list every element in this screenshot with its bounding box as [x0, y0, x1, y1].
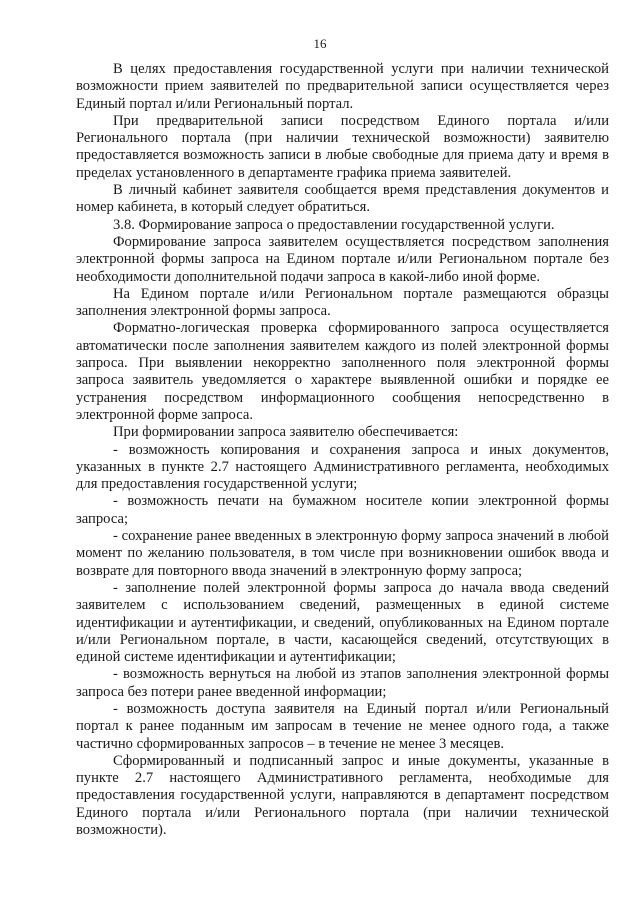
section-heading-3-8: 3.8. Формирование запроса о предоставлении государственной услуги. — [113, 216, 555, 233]
paragraph-registration-portal: При предварительной записи посредством Единого портала и/или Регионального портала (при наличии технической возможности) заявителю предоставляется возможность записи в любые свободные для приема дату и время в пределах установленного в департаменте графика приема заявителей. — [76, 112, 609, 181]
list-item-autofill: - заполнение полей электронной формы запроса до начала ввода сведений заявителем с использованием сведений, размещенных в единой системе идентификации и аутентификации, и сведений, опубликованных на Едином портале и/или Региональном портале, в части, касающейся сведений, отсутствующих в единой системе идентификации и аутентификации; — [76, 579, 609, 666]
page-number: 16 — [313, 36, 327, 51]
paragraph-form-samples: На Едином портале и/или Региональном портале размещаются образцы заполнения электронной формы запроса. — [76, 285, 609, 320]
document-body — [76, 61, 609, 839]
paragraph-format-check: Форматно-логическая проверка сформированного запроса осуществляется автоматически после заполнения заявителем каждого из полей электронной формы запроса. При выявлении некорректно заполненного поля электронной формы запроса заявитель уведомляется о характере выявленной ошибки и порядке ее устранения посредством информационного сообщения непосредственно в электронной форме запроса. — [76, 320, 609, 423]
list-item-return-step: - возможность вернуться на любой из этапов заполнения электронной формы запроса без потери ранее введенной информации; — [76, 666, 609, 700]
paragraph-personal-account: В личный кабинет заявителя сообщается время представления документов и номер кабинета, в который следует обратиться. — [76, 182, 609, 216]
list-item-print: - возможность печати на бумажном носителе копии электронной формы запроса; — [76, 493, 609, 527]
list-item-copy-save: - возможность копирования и сохранения запроса и иных документов, указанных в пункте 2.7 настоящего Административного регламента, необходимых для предоставления государственной услуги; — [76, 441, 609, 493]
paragraph-submission: Сформированный и подписанный запрос и иные документы, указанные в пункте 2.7 настоящего Административного регламента, необходимые для предоставления государственной услуги, направляются в департамент посредством Единого портала и/или Регионального портала (при наличии технической возможности). — [76, 752, 609, 839]
paragraph-provided-features: При формировании запроса заявителю обеспечивается: — [113, 424, 459, 441]
paragraph-request-forming: Формирование запроса заявителем осуществляется посредством заполнения электронной формы запроса на Едином портале и/или Региональном портале без необходимости дополнительной подачи запроса в какой-либо иной форме. — [76, 233, 609, 285]
paragraph-pre-registration: В целях предоставления государственной услуги при наличии технической возможности прием заявителей по предварительной записи осуществляется через Единый портал и/или Региональный портал. — [76, 61, 609, 112]
list-item-preserve-values: - сохранение ранее введенных в электронную форму запроса значений в любой момент по желанию пользователя, в том числе при возникновении ошибок ввода и возврате для повторного ввода значений в электронную форму запроса; — [76, 528, 609, 579]
list-item-access-requests: - возможность доступа заявителя на Единый портал и/или Региональный портал к ранее поданным им запросам в течение не менее одного года, а также частично сформированных запросов – в течение не менее 3 месяцев. — [76, 700, 609, 752]
